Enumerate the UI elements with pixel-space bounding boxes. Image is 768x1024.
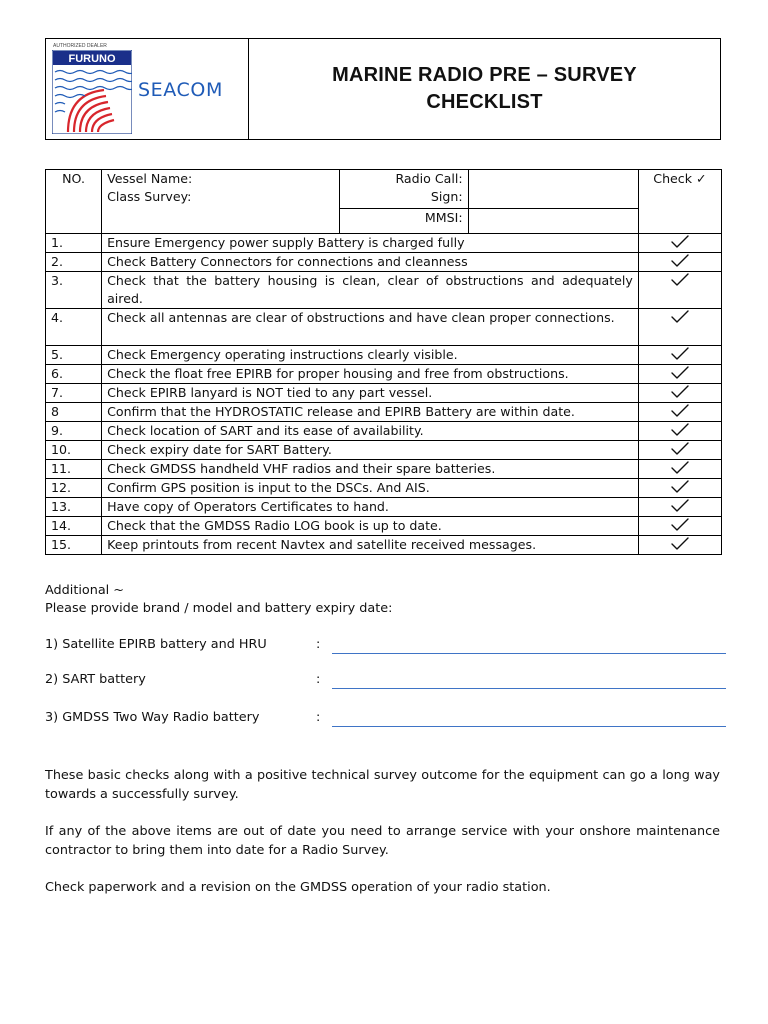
field-colon: :: [316, 710, 321, 725]
paragraph-survey-outcome: These basic checks along with a positive technical survey outcome for the equipment can go a long way towards a successfully survey.: [45, 768, 720, 802]
checklist-row: [46, 517, 722, 536]
checkmark-icon: [670, 384, 690, 399]
item-check-cell[interactable]: [638, 346, 721, 365]
field-colon: :: [316, 637, 321, 652]
item-description: Check location of SART and its ease of availability.: [102, 422, 639, 441]
item-description: Confirm GPS position is input to the DSCs. And AIS.: [102, 479, 639, 498]
item-number: 6.: [46, 365, 102, 384]
item-description: Ensure Emergency power supply Battery is charged fully: [102, 234, 639, 253]
item-number: 4.: [46, 309, 102, 346]
item-number: 5.: [46, 346, 102, 365]
item-description: Check that the battery housing is clean, clear of obstructions and adequately aired.: [102, 272, 639, 309]
checklist-row: [46, 234, 722, 253]
checklist-row: [46, 253, 722, 272]
company-name: SEACOM: [138, 79, 223, 101]
item-number: 2.: [46, 253, 102, 272]
mmsi-cell: [340, 209, 468, 234]
item-check-cell[interactable]: [638, 403, 721, 422]
checkmark-icon: [670, 479, 690, 494]
item-number: 13.: [46, 498, 102, 517]
item-check-cell[interactable]: [638, 272, 721, 309]
checkmark-icon: [670, 365, 690, 380]
item-check-cell[interactable]: [638, 441, 721, 460]
checkmark-icon: [670, 403, 690, 418]
document-header: [45, 38, 721, 140]
item-number: 15.: [46, 536, 102, 555]
checkmark-icon: [670, 422, 690, 437]
dealer-text: AUTHORIZED DEALER: [53, 43, 107, 49]
radio-call-label: Radio Call:: [395, 171, 463, 186]
checklist-row: [46, 422, 722, 441]
additional-section: [45, 581, 725, 618]
item-check-cell[interactable]: [638, 536, 721, 555]
item-number: 12.: [46, 479, 102, 498]
checklist-row: [46, 384, 722, 403]
item-number: 14.: [46, 517, 102, 536]
checklist-row: [46, 346, 722, 365]
paragraph-out-of-date: If any of the above items are out of date you need to arrange service with your onshore maintenance contractor to bring them into date for a Radio Survey.: [45, 824, 720, 858]
brand-name: FURUNO: [68, 53, 116, 65]
check-header: [638, 170, 721, 234]
checkmark-icon: [670, 460, 690, 475]
vessel-name-label: Vessel Name:: [107, 171, 193, 186]
item-check-cell[interactable]: [638, 365, 721, 384]
gmdss-radio-battery-input-line[interactable]: [332, 726, 726, 727]
item-number: 7.: [46, 384, 102, 403]
check-header-label: Check ✓: [653, 171, 707, 186]
item-description: Keep printouts from recent Navtex and satellite received messages.: [102, 536, 639, 555]
checkmark-icon: [670, 441, 690, 456]
item-description: Check Battery Connectors for connections and cleanness: [102, 253, 639, 272]
checklist-row: [46, 309, 722, 346]
item-description: Confirm that the HYDROSTATIC release and EPIRB Battery are within date.: [102, 403, 639, 422]
checklist-row: [46, 441, 722, 460]
item-check-cell[interactable]: [638, 384, 721, 403]
item-check-cell[interactable]: [638, 460, 721, 479]
checkmark-icon: [670, 498, 690, 513]
item-description: Check all antennas are clear of obstructions and have clean proper connections.: [102, 309, 639, 346]
item-number: 10.: [46, 441, 102, 460]
item-number: 8: [46, 403, 102, 422]
item-check-cell[interactable]: [638, 234, 721, 253]
item-check-cell[interactable]: [638, 498, 721, 517]
col-no-header: [46, 170, 102, 234]
checklist-row: [46, 479, 722, 498]
item-description: Check Emergency operating instructions clearly visible.: [102, 346, 639, 365]
field-label: 1) Satellite EPIRB battery and HRU: [45, 637, 267, 652]
item-description: Check GMDSS handheld VHF radios and their spare batteries.: [102, 460, 639, 479]
item-description: Have copy of Operators Certificates to hand.: [102, 498, 639, 517]
checklist-row: [46, 498, 722, 517]
furuno-logo-icon: [52, 50, 132, 134]
field-label: 3) GMDSS Two Way Radio battery: [45, 710, 260, 725]
mmsi-label: MMSI:: [424, 210, 463, 225]
item-description: Check the float free EPIRB for proper housing and free from obstructions.: [102, 365, 639, 384]
item-number: 9.: [46, 422, 102, 441]
item-number: 1.: [46, 234, 102, 253]
radio-call-input[interactable]: [468, 170, 638, 209]
checkmark-icon: [670, 517, 690, 532]
checklist-row: [46, 460, 722, 479]
document-title: [332, 62, 637, 116]
additional-subtitle: Please provide brand / model and battery expiry date:: [45, 601, 393, 616]
item-check-cell[interactable]: [638, 479, 721, 498]
checkmark-icon: [670, 253, 690, 268]
item-description: Check that the GMDSS Radio LOG book is up to date.: [102, 517, 639, 536]
sign-label: Sign:: [430, 189, 463, 204]
field-colon: :: [316, 672, 321, 687]
checklist-row: [46, 365, 722, 384]
checkmark-icon: [670, 234, 690, 249]
field-label: 2) SART battery: [45, 672, 146, 687]
title-line-2: CHECKLIST: [426, 91, 543, 113]
item-check-cell[interactable]: [638, 517, 721, 536]
item-check-cell[interactable]: [638, 253, 721, 272]
class-survey-label: Class Survey:: [107, 189, 192, 204]
radio-call-cell: [340, 170, 468, 209]
checklist-table: [45, 169, 722, 555]
checkmark-icon: [670, 272, 690, 287]
item-description: Check EPIRB lanyard is NOT tied to any part vessel.: [102, 384, 639, 403]
epirb-battery-input-line[interactable]: [332, 653, 726, 654]
checklist-row: [46, 403, 722, 422]
col-no-label: NO.: [62, 171, 85, 186]
logo-area: [46, 39, 249, 139]
item-description: Check expiry date for SART Battery.: [102, 441, 639, 460]
item-number: 11.: [46, 460, 102, 479]
paragraph-paperwork: Check paperwork and a revision on the GMDSS operation of your radio station.: [45, 880, 551, 895]
checklist-row: [46, 536, 722, 555]
mmsi-input[interactable]: [468, 209, 638, 234]
item-check-cell[interactable]: [638, 422, 721, 441]
checkmark-icon: [670, 346, 690, 361]
additional-title: Additional ~: [45, 583, 125, 598]
checkmark-icon: [670, 536, 690, 551]
checklist-row: [46, 272, 722, 309]
vessel-info-cell: [102, 170, 340, 234]
item-check-cell[interactable]: [638, 309, 721, 346]
table-header-row: [46, 170, 722, 209]
item-number: 3.: [46, 272, 102, 309]
sart-battery-input-line[interactable]: [332, 688, 726, 689]
title-line-1: MARINE RADIO PRE – SURVEY: [332, 64, 637, 86]
title-area: [249, 39, 720, 139]
checkmark-icon: [670, 309, 690, 324]
